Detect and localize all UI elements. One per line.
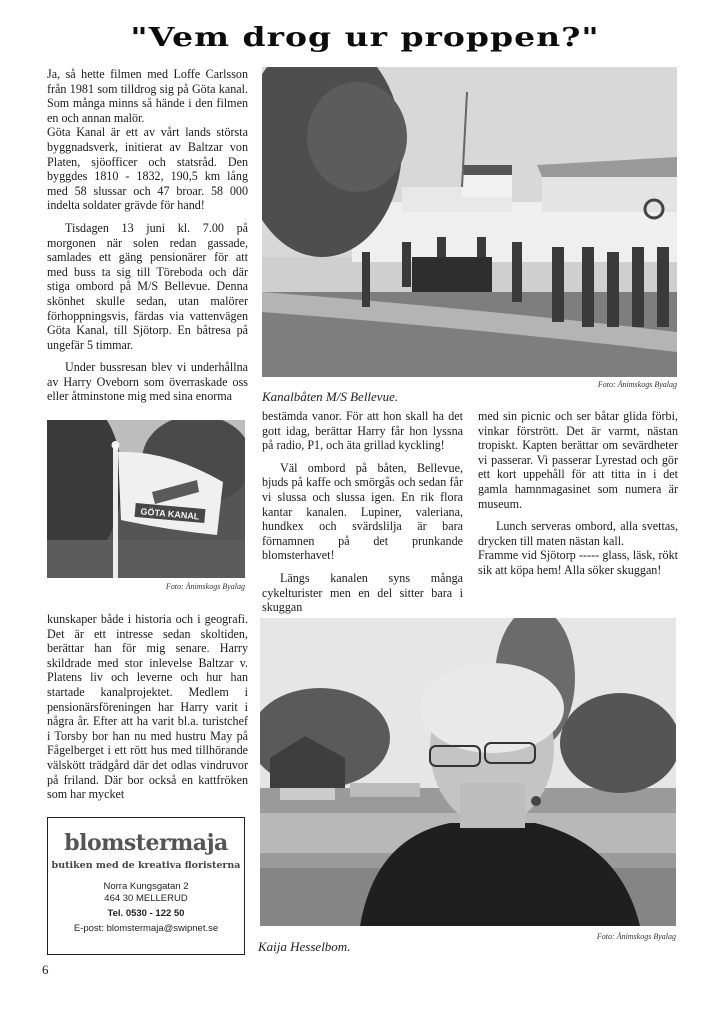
ad-email: E-post: blomstermaja@swipnet.se [73, 923, 219, 934]
flag-photo-image [47, 420, 245, 578]
boat-photo-image [262, 67, 677, 377]
ad-city: 464 30 MELLERUD [104, 893, 188, 904]
paragraph: Lunch serveras ombord, alla svettas, drycken till maten nästan kall. [478, 519, 678, 548]
paragraph: Väl ombord på båten, Bellevue, bjuds på kaffe och smörgås och sedan får vi slussa och slussa igen. En rik flora kantar kanalen. Lupiner, valeriana, hundkex och svärdslilja är bara förnamnen på det prunkande blomsterhavet! [262, 460, 463, 563]
portrait-photo [260, 618, 676, 926]
paragraph: Göta Kanal är ett av vårt lands största byggnadsverk, initierat av Baltzar von Platen, sjöofficer och statsråd. Den byggdes 1810 - 1832, 190,5 km lång med 58 slussar och 47 broar. 58 000 indelta soldater grävde för hand! [47, 125, 248, 213]
ad-business-name: blomstermaja [64, 830, 228, 856]
paragraph: Under bussresan blev vi underhållna av Harry Oveborn som överraskade oss eller åtminstone mig med sina enorma [47, 360, 248, 404]
column-1-top [47, 67, 248, 412]
paragraph: Framme vid Sjötorp ----- glass, läsk, rökt sik att köpa hem! Alla söker skuggan! [478, 548, 678, 577]
paragraph: Tisdagen 13 juni kl. 7.00 på morgonen när solen redan gassade, samlades ett gäng pensionärer för att med buss ta sig till Töreboda och där stiga ombord på M/S Bellevue. Denna skönhet skulle sedan, utan malörer förhoppningsvis, färdas via vattenvägen Göta Kanal, till Sjötorp. En båtresa på ungefär 5 timmar. [47, 220, 248, 352]
boat-photo [262, 67, 677, 377]
ad-street: Norra Kungsgatan 2 [103, 881, 189, 892]
ad-phone: Tel. 0530 - 122 50 [107, 908, 185, 919]
column-2 [262, 409, 463, 623]
article-title: "Vem drog ur proppen?" [130, 22, 600, 53]
photo-caption: Kaija Hesselbom. [258, 939, 351, 954]
flag-text: GÖTA KANAL [140, 506, 200, 522]
page-number: 6 [42, 962, 49, 977]
column-3 [478, 409, 678, 586]
paragraph: med sin picnic och ser båtar glida förbi, vinkar förstrött. Det är varmt, nästan tropiskt. Kapten berättar om sevärdheter vi passerar. Vi passerar Lyrestad och gör ett kort uppehåll för att titta in i det gamla hamnmagasinet som numera är museum. [478, 409, 678, 511]
blomstermaja-ad [47, 817, 245, 955]
paragraph: Längs kanalen syns många cykelturister men en del sitter bara i skuggan [262, 570, 463, 615]
flag-photo [47, 420, 245, 578]
photo-credit: Foto: Ånimskogs Byalag [596, 932, 676, 941]
paragraph: Ja, så hette filmen med Loffe Carlsson från 1981 som tilldrog sig på Göta kanal. Som många minns så hände i den filmen en och annan malör. [47, 67, 248, 125]
paragraph: bestämda vanor. För att hon skall ha det gott idag, berättar Harry får hon lyssna på radio, P1, och äta grillad kyckling! [262, 409, 463, 453]
photo-credit: Foto: Ånimskogs Byalag [165, 582, 245, 591]
ad-tagline: butiken med de kreativa floristerna [51, 860, 241, 871]
photo-caption: Kanalbåten M/S Bellevue. [262, 389, 399, 404]
portrait-photo-image [260, 618, 676, 926]
photo-credit: Foto: Ånimskogs Byalag [597, 380, 677, 389]
column-1-bottom [47, 612, 248, 810]
paragraph: kunskaper både i historia och i geografi. Det är ett intresse sedan skoltiden, berättar han för mig senare. Harry skildrade med stor inlevelse Baltzar v. Platens liv och leverne och hur han startade kanalprojektet. Medlem i pensionärsföreningen har Harry varit i några år. Efter att ha varit bl.a. turistchef i Torsby bor han nu med hustru May på Fågelberget i ett rött hus med tillhörande välskött trädgård där det odlas vindruvor på friland. Där bor också en kattfröken som har mycket [47, 612, 248, 802]
